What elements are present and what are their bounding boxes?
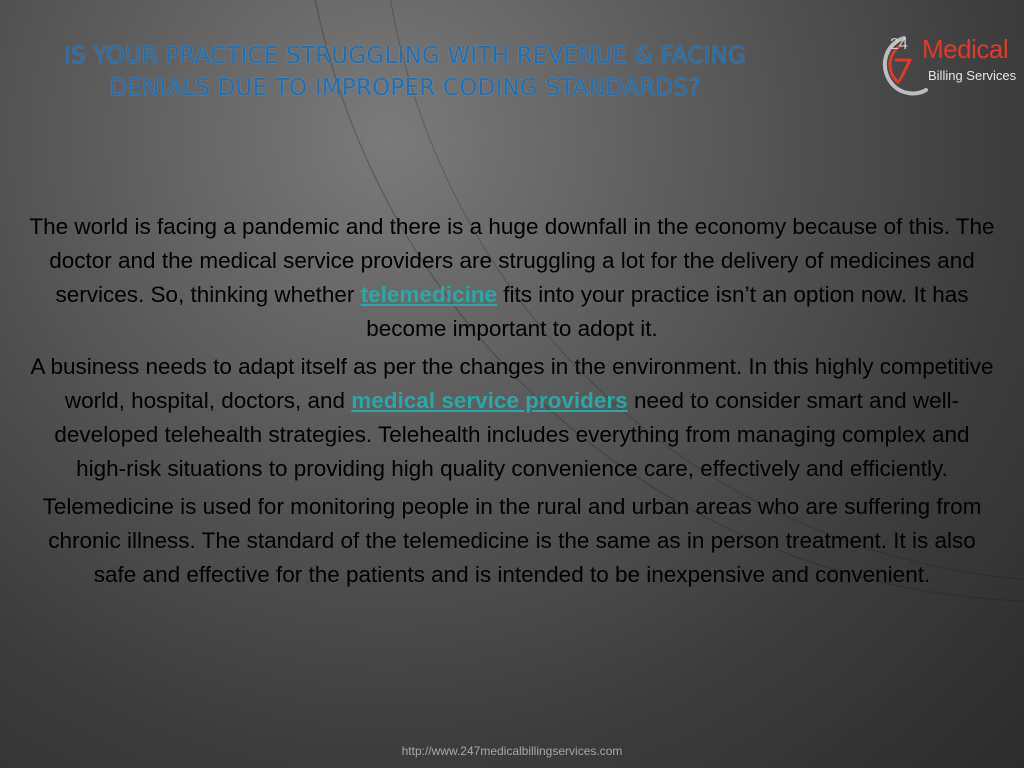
company-logo — [876, 30, 1016, 100]
logo-number: 24 — [890, 36, 908, 53]
paragraph-text: A business needs to adapt itself as per the changes in the environment. In this highly competitive world, hospital, doctors, and — [30, 354, 994, 413]
paragraph-business — [28, 350, 996, 486]
paragraph-pandemic — [28, 210, 996, 346]
paragraph-telemedicine: Telemedicine is used for monitoring people in the rural and urban areas who are suffering from chronic illness. The standard of the telemedicine is the same as in person treatment. It is also safe and effective for the patients and is intended to be inexpensive and convenient. — [42, 494, 982, 587]
logo-tagline: Billing Services — [928, 68, 1017, 83]
logo-brand: Medical — [922, 34, 1009, 64]
footer-url: http://www.247medicalbillingservices.com — [401, 744, 623, 758]
slide-title — [20, 40, 790, 104]
paragraph-text: fits into your practice isn’t an option now. It has become important to adopt it. — [366, 282, 969, 341]
paragraph-text: need to consider smart and well-developed telehealth strategies. Telehealth includes everything from managing complex and high-risk situations to providing high quality convenience care, effectively and efficiently. — [54, 388, 970, 481]
telemedicine-link[interactable]: telemedicine — [360, 282, 497, 307]
slide-title-line-2: DENIALS DUE TO IMPROPER CODING STANDARDS? — [109, 75, 701, 101]
paragraph-text: The world is facing a pandemic and there is a huge downfall in the economy because of this. The doctor and the medical service providers are struggling a lot for the delivery of medicines and services. So, thinking whether — [29, 214, 995, 307]
slide-title-line-1: IS YOUR PRACTICE STRUGGLING WITH REVENUE & FACING — [63, 43, 746, 69]
medical-service-providers-link[interactable]: medical service providers — [351, 388, 628, 413]
slide-body — [28, 210, 996, 596]
